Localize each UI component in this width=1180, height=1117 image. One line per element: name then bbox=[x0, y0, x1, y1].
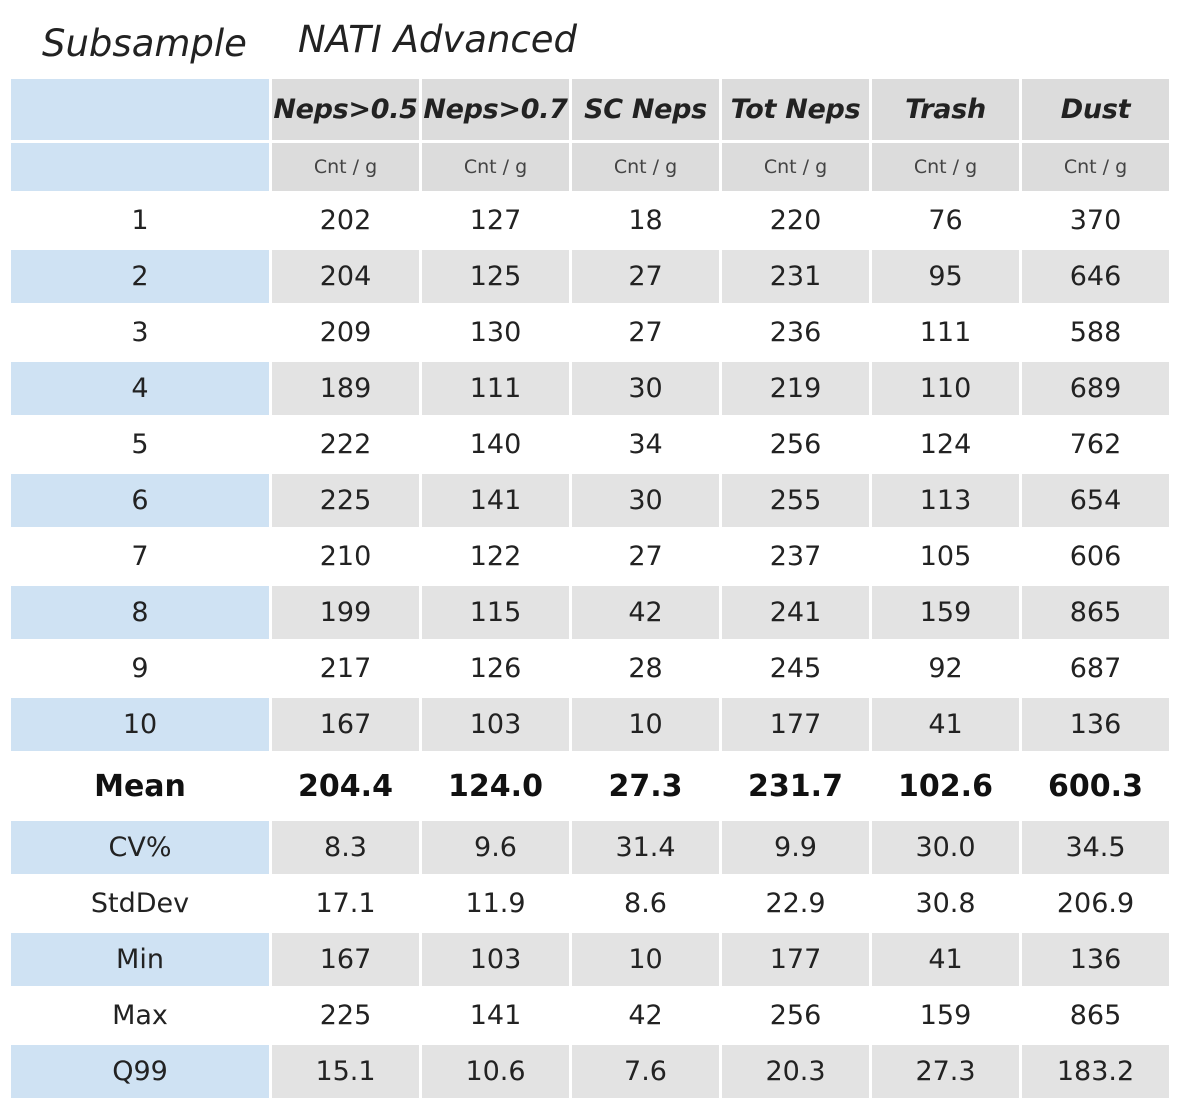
stat-value-cell: 9.9 bbox=[722, 821, 869, 874]
value-cell: 92 bbox=[928, 653, 963, 684]
value-cell: 217 bbox=[319, 653, 372, 684]
stat-row bbox=[11, 821, 1169, 874]
value-cell: 111 bbox=[919, 317, 972, 348]
value-cell: 231 bbox=[722, 250, 869, 303]
stat-value-cell: 7.6 bbox=[572, 1045, 719, 1098]
table-row bbox=[11, 194, 1169, 247]
value-cell: 225 bbox=[272, 474, 419, 527]
value-cell: 125 bbox=[422, 250, 569, 303]
stat-value-cell: 225 bbox=[319, 1000, 372, 1031]
value-cell: 237 bbox=[769, 541, 822, 572]
value-cell: 204 bbox=[272, 250, 419, 303]
table-row bbox=[11, 698, 1169, 751]
stat-value-cell: 41 bbox=[872, 933, 1019, 986]
value-cell: 588 bbox=[1069, 317, 1122, 348]
stat-row bbox=[11, 877, 1169, 930]
stat-value-cell: 42 bbox=[628, 1000, 663, 1031]
column-header: Trash bbox=[872, 79, 1019, 140]
value-cell: 76 bbox=[928, 205, 963, 236]
value-cell: 103 bbox=[422, 698, 569, 751]
stat-value-cell: 17.1 bbox=[315, 888, 376, 919]
stat-value-cell: 141 bbox=[469, 1000, 522, 1031]
value-cell: 34 bbox=[628, 429, 663, 460]
value-cell: 189 bbox=[272, 362, 419, 415]
value-cell: 130 bbox=[469, 317, 522, 348]
unit-corner-cell bbox=[11, 143, 269, 191]
value-cell: 209 bbox=[319, 317, 372, 348]
stat-value-cell: 15.1 bbox=[272, 1045, 419, 1098]
value-cell: 210 bbox=[319, 541, 372, 572]
table-row bbox=[11, 418, 1169, 471]
corner-cell bbox=[11, 79, 269, 140]
value-cell: 167 bbox=[272, 698, 419, 751]
stat-value-cell: 183.2 bbox=[1022, 1045, 1169, 1098]
stat-value-cell: 27.3 bbox=[872, 1045, 1019, 1098]
row-label: 9 bbox=[131, 653, 149, 684]
stat-value-cell: 11.9 bbox=[465, 888, 526, 919]
row-label: 3 bbox=[131, 317, 149, 348]
unit-cell: Cnt / g bbox=[1022, 143, 1169, 191]
value-cell: 370 bbox=[1069, 205, 1122, 236]
stat-value-cell: 31.4 bbox=[572, 821, 719, 874]
value-cell: 689 bbox=[1022, 362, 1169, 415]
stat-row bbox=[11, 933, 1169, 986]
value-cell: 115 bbox=[422, 586, 569, 639]
value-cell: 42 bbox=[572, 586, 719, 639]
column-header: SC Neps bbox=[572, 79, 719, 140]
value-cell: 41 bbox=[872, 698, 1019, 751]
stat-value-cell: 30.8 bbox=[915, 888, 976, 919]
value-cell: 159 bbox=[872, 586, 1019, 639]
row-label: Max bbox=[112, 1000, 168, 1031]
value-cell: 10 bbox=[572, 698, 719, 751]
value-cell: 222 bbox=[319, 429, 372, 460]
stat-value-cell: 22.9 bbox=[765, 888, 826, 919]
unit-cell: Cnt / g bbox=[722, 143, 869, 191]
table-row bbox=[11, 250, 1169, 303]
subsample-caption: Subsample bbox=[42, 22, 247, 65]
row-label: 1 bbox=[131, 205, 149, 236]
value-cell: 220 bbox=[769, 205, 822, 236]
stat-value-cell: 177 bbox=[722, 933, 869, 986]
value-cell: 646 bbox=[1022, 250, 1169, 303]
stat-row bbox=[11, 1045, 1169, 1098]
value-cell: 124 bbox=[919, 429, 972, 460]
column-header-row bbox=[11, 79, 1169, 140]
value-cell: 762 bbox=[1069, 429, 1122, 460]
column-header: Neps>0.7 bbox=[422, 79, 569, 140]
value-cell: 28 bbox=[628, 653, 663, 684]
stat-value-cell: 30.0 bbox=[872, 821, 1019, 874]
value-cell: 255 bbox=[722, 474, 869, 527]
value-cell: 105 bbox=[919, 541, 972, 572]
value-cell: 18 bbox=[628, 205, 663, 236]
stat-value-cell: 9.6 bbox=[422, 821, 569, 874]
unit-cell: Cnt / g bbox=[272, 143, 419, 191]
value-cell: 27 bbox=[628, 541, 663, 572]
value-cell: 136 bbox=[1022, 698, 1169, 751]
value-cell: 127 bbox=[469, 205, 522, 236]
unit-cell: Cnt / g bbox=[422, 143, 569, 191]
stat-value-cell: 167 bbox=[272, 933, 419, 986]
value-cell: 140 bbox=[469, 429, 522, 460]
row-label: CV% bbox=[11, 821, 269, 874]
table-row bbox=[11, 642, 1169, 695]
value-cell: 202 bbox=[319, 205, 372, 236]
stat-value-cell: 256 bbox=[769, 1000, 822, 1031]
value-cell: 654 bbox=[1022, 474, 1169, 527]
table-row bbox=[11, 530, 1169, 583]
value-cell: 30 bbox=[572, 362, 719, 415]
mean-value-cell: 600.3 bbox=[1022, 754, 1169, 818]
stat-row bbox=[11, 989, 1169, 1042]
stat-value-cell: 20.3 bbox=[722, 1045, 869, 1098]
value-cell: 865 bbox=[1022, 586, 1169, 639]
mean-value-cell: 27.3 bbox=[572, 754, 719, 818]
column-header: Dust bbox=[1022, 79, 1169, 140]
mean-value-cell: 102.6 bbox=[872, 754, 1019, 818]
value-cell: 122 bbox=[469, 541, 522, 572]
unit-cell: Cnt / g bbox=[872, 143, 1019, 191]
row-label: 4 bbox=[11, 362, 269, 415]
unit-cell: Cnt / g bbox=[572, 143, 719, 191]
stat-value-cell: 8.3 bbox=[272, 821, 419, 874]
table-row bbox=[11, 362, 1169, 415]
row-label: 6 bbox=[11, 474, 269, 527]
results-table bbox=[8, 76, 1172, 1101]
unit-row bbox=[11, 143, 1169, 191]
stat-value-cell: 10.6 bbox=[422, 1045, 569, 1098]
mean-value-cell: 204.4 bbox=[272, 754, 419, 818]
value-cell: 199 bbox=[272, 586, 419, 639]
row-label: Min bbox=[11, 933, 269, 986]
value-cell: 113 bbox=[872, 474, 1019, 527]
row-label: StdDev bbox=[90, 888, 190, 919]
table-row bbox=[11, 586, 1169, 639]
value-cell: 30 bbox=[572, 474, 719, 527]
value-cell: 245 bbox=[769, 653, 822, 684]
mean-value-cell: 231.7 bbox=[722, 754, 869, 818]
value-cell: 126 bbox=[469, 653, 522, 684]
value-cell: 27 bbox=[572, 250, 719, 303]
value-cell: 95 bbox=[872, 250, 1019, 303]
value-cell: 27 bbox=[628, 317, 663, 348]
value-cell: 606 bbox=[1069, 541, 1122, 572]
mean-value-cell: 124.0 bbox=[422, 754, 569, 818]
stat-value-cell: 8.6 bbox=[624, 888, 667, 919]
row-label: 8 bbox=[11, 586, 269, 639]
row-label: Mean bbox=[11, 754, 269, 818]
row-label: 5 bbox=[131, 429, 149, 460]
row-label: 7 bbox=[131, 541, 149, 572]
value-cell: 241 bbox=[722, 586, 869, 639]
stat-value-cell: 10 bbox=[572, 933, 719, 986]
column-header: Neps>0.5 bbox=[272, 79, 419, 140]
row-label: 2 bbox=[11, 250, 269, 303]
stat-value-cell: 103 bbox=[422, 933, 569, 986]
stat-value-cell: 206.9 bbox=[1056, 888, 1135, 919]
stat-value-cell: 34.5 bbox=[1022, 821, 1169, 874]
stat-value-cell: 136 bbox=[1022, 933, 1169, 986]
value-cell: 219 bbox=[722, 362, 869, 415]
method-caption: NATI Advanced bbox=[298, 18, 577, 61]
row-label: 10 bbox=[11, 698, 269, 751]
value-cell: 177 bbox=[722, 698, 869, 751]
table-row bbox=[11, 474, 1169, 527]
mean-row bbox=[11, 754, 1169, 818]
value-cell: 236 bbox=[769, 317, 822, 348]
value-cell: 111 bbox=[422, 362, 569, 415]
stat-value-cell: 159 bbox=[919, 1000, 972, 1031]
value-cell: 141 bbox=[422, 474, 569, 527]
stat-value-cell: 865 bbox=[1069, 1000, 1122, 1031]
column-header: Tot Neps bbox=[722, 79, 869, 140]
value-cell: 687 bbox=[1069, 653, 1122, 684]
row-label: Q99 bbox=[11, 1045, 269, 1098]
table-row bbox=[11, 306, 1169, 359]
value-cell: 110 bbox=[872, 362, 1019, 415]
value-cell: 256 bbox=[769, 429, 822, 460]
